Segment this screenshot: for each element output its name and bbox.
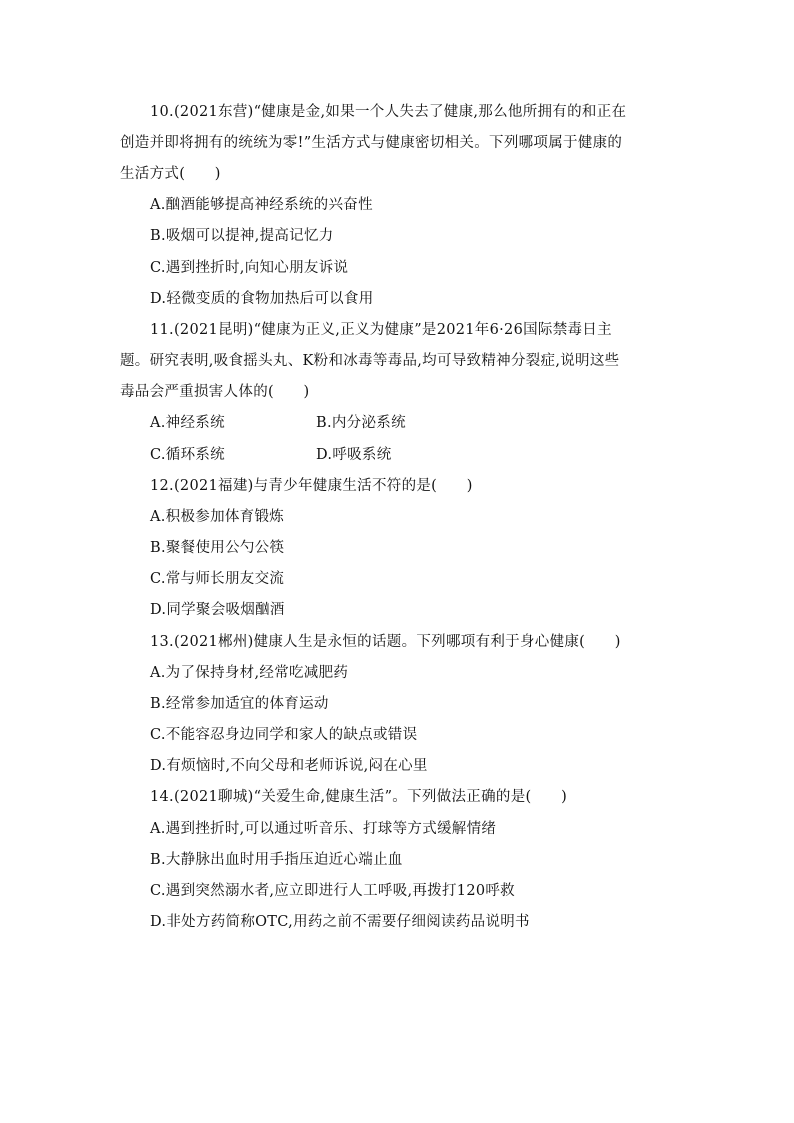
- question-10-option-d: D.轻微变质的食物加热后可以食用: [150, 291, 374, 307]
- question-11-option-b: B.内分泌系统: [316, 415, 406, 431]
- question-14-option-c: C.遇到突然溺水者,应立即进行人工呼吸,再拨打120呼救: [150, 883, 515, 899]
- question-12-line-1: 12.(2021福建)与青少年健康生活不符的是( ): [150, 478, 473, 494]
- question-11-option-d: D.呼吸系统: [316, 447, 392, 463]
- question-10-line-2: 创造并即将拥有的统统为零!”生活方式与健康密切相关。下列哪项属于健康的: [120, 135, 623, 151]
- question-10-line-3: 生活方式( ): [120, 166, 221, 182]
- question-14-option-b: B.大静脉出血时用手指压迫近心端止血: [150, 852, 403, 868]
- question-10-option-b: B.吸烟可以提神,提高记忆力: [150, 228, 334, 244]
- question-11-line-3: 毒品会严重损害人体的( ): [120, 384, 310, 400]
- question-12-option-c: C.常与师长朋友交流: [150, 571, 285, 587]
- question-11-option-a: A.神经系统: [150, 415, 225, 431]
- question-14-option-d: D.非处方药简称OTC,用药之前不需要仔细阅读药品说明书: [150, 914, 530, 930]
- question-13-option-a: A.为了保持身材,经常吃减肥药: [150, 665, 349, 681]
- question-10-line-1: 10.(2021东营)“健康是金,如果一个人失去了健康,那么他所拥有的和正在: [150, 104, 627, 120]
- question-14-option-a: A.遇到挫折时,可以通过听音乐、打球等方式缓解情绪: [150, 821, 497, 837]
- question-13-line-1: 13.(2021郴州)健康人生是永恒的话题。下列哪项有利于身心健康( ): [150, 634, 621, 650]
- question-10-option-a: A.酗酒能够提高神经系统的兴奋性: [150, 197, 373, 213]
- question-11-line-2: 题。研究表明,吸食摇头丸、K粉和冰毒等毒品,均可导致精神分裂症,说明这些: [120, 353, 620, 369]
- question-12-option-d: D.同学聚会吸烟酗酒: [150, 602, 285, 618]
- question-13-option-b: B.经常参加适宜的体育运动: [150, 696, 329, 712]
- question-12-option-b: B.聚餐使用公勺公筷: [150, 540, 285, 556]
- question-11-line-1: 11.(2021昆明)“健康为正义,正义为健康”是2021年6·26国际禁毒日主: [150, 322, 612, 338]
- question-14-line-1: 14.(2021聊城)“关爱生命,健康生活”。下列做法正确的是( ): [150, 789, 568, 805]
- question-12-option-a: A.积极参加体育锻炼: [150, 509, 285, 525]
- question-13-option-d: D.有烦恼时,不向父母和老师诉说,闷在心里: [150, 758, 428, 774]
- question-13-option-c: C.不能容忍身边同学和家人的缺点或错误: [150, 727, 418, 743]
- question-10-option-c: C.遇到挫折时,向知心朋友诉说: [150, 260, 349, 276]
- question-11-option-c: C.循环系统: [150, 447, 225, 463]
